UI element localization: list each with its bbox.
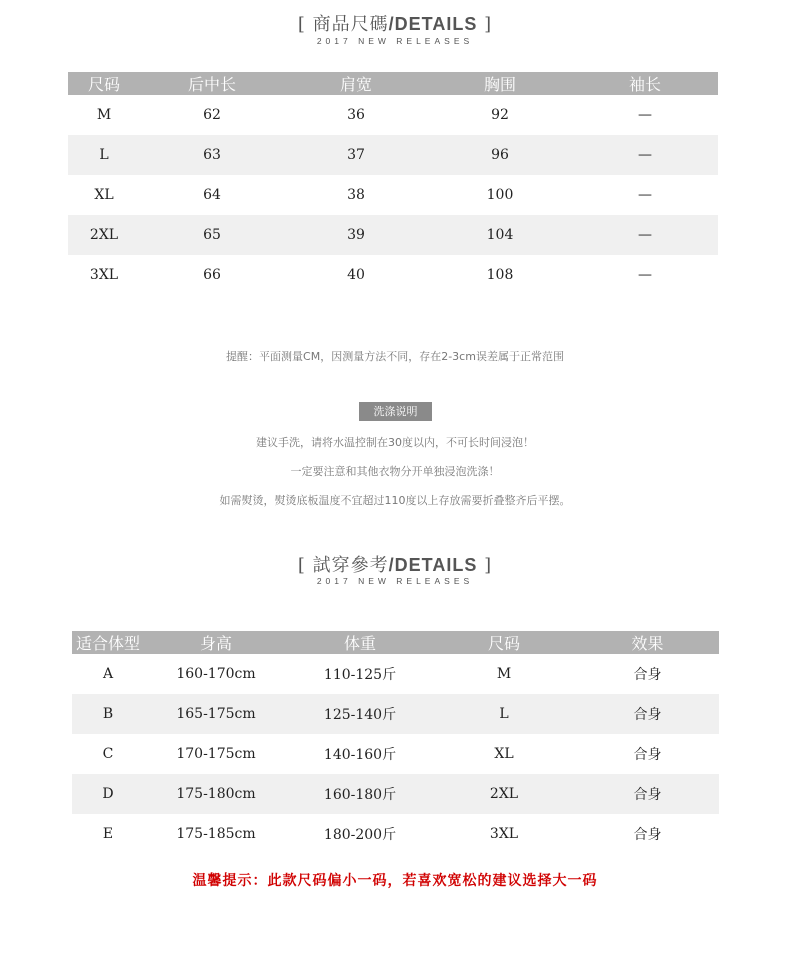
- table-row: [68, 175, 718, 215]
- cell: 92: [491, 107, 509, 123]
- cell: E: [102, 826, 114, 842]
- warm-tip: 温馨提示：此款尺码偏小一码，若喜欢宽松的建议选择大一码: [192, 873, 598, 889]
- size-section-subtitle: 2017 NEW RELEASES: [316, 36, 474, 46]
- table-row: [72, 774, 719, 814]
- bracket-right: ]: [484, 555, 493, 576]
- fit-table: [72, 631, 719, 854]
- cell: 175-185cm: [176, 826, 256, 842]
- cell: —: [572, 215, 718, 255]
- cell: —: [638, 267, 652, 283]
- wash-line-1: 建议手洗，请将水温控制在30度以内，不可长时间浸泡！: [256, 436, 534, 449]
- fit-header-effect: 效果: [576, 631, 719, 654]
- cell: 140-160斤: [323, 747, 397, 763]
- cell: 37: [284, 135, 428, 175]
- table-row: [68, 255, 718, 295]
- cell: 180-200斤: [323, 827, 397, 843]
- cell: 108: [486, 267, 514, 283]
- cell: 40: [347, 267, 365, 283]
- fit-header-weight: 体重: [288, 631, 432, 654]
- table-row: [68, 215, 718, 255]
- title-sep: /: [388, 14, 395, 34]
- cell: 合身: [633, 827, 662, 843]
- title-en: DETAILS: [394, 555, 478, 575]
- wash-line-3: 如需熨烫，熨烫底板温度不宜超过110度以上存放需要折叠整齐后平摆。: [219, 494, 571, 507]
- cell: 38: [347, 187, 365, 203]
- cell: 96: [428, 135, 572, 175]
- title-cn: 商品尺碼: [312, 14, 389, 35]
- size-header-sleeve: 袖长: [572, 72, 718, 95]
- cell: 65: [140, 215, 284, 255]
- cell: 合身: [633, 747, 662, 763]
- cell: 110-125斤: [323, 667, 397, 683]
- wash-badge: 洗涤说明: [359, 402, 432, 421]
- cell: 160-170cm: [176, 666, 256, 682]
- cell: —: [638, 187, 652, 203]
- fit-section-title: [0, 551, 790, 577]
- cell: 合身: [576, 694, 719, 734]
- table-row: [68, 95, 718, 135]
- size-section-title: [0, 10, 790, 36]
- title-cn: 試穿參考: [312, 555, 389, 576]
- cell: —: [638, 107, 652, 123]
- cell: 2XL: [432, 774, 576, 814]
- cell: 3XL: [489, 826, 519, 842]
- cell: 合身: [576, 774, 719, 814]
- cell: 64: [203, 187, 221, 203]
- cell: 2XL: [68, 215, 140, 255]
- cell: 104: [428, 215, 572, 255]
- cell: M: [496, 666, 512, 682]
- bracket-left: [: [297, 555, 306, 576]
- cell: 160-180斤: [288, 774, 432, 814]
- cell: XL: [94, 187, 114, 203]
- size-header-length: 后中长: [140, 72, 284, 95]
- cell: —: [572, 135, 718, 175]
- size-header-shoulder: 肩宽: [284, 72, 428, 95]
- cell: C: [102, 746, 114, 762]
- size-table-header: [68, 72, 718, 95]
- cell: 100: [486, 187, 514, 203]
- fit-section-subtitle: 2017 NEW RELEASES: [316, 576, 474, 586]
- table-row: [72, 694, 719, 734]
- cell: 合身: [633, 667, 662, 683]
- cell: 165-175cm: [144, 694, 288, 734]
- cell: 39: [284, 215, 428, 255]
- cell: 170-175cm: [176, 746, 256, 762]
- cell: B: [72, 694, 144, 734]
- table-row: [72, 734, 719, 774]
- cell: A: [102, 666, 114, 682]
- cell: M: [96, 107, 112, 123]
- cell: 175-180cm: [144, 774, 288, 814]
- size-header-chest: 胸围: [428, 72, 572, 95]
- measure-note: 提醒：平面测量CM，因测量方法不同，存在2-3cm误差属于正常范围: [226, 350, 564, 363]
- bracket-left: [: [297, 14, 306, 35]
- cell: D: [72, 774, 144, 814]
- cell: 62: [203, 107, 221, 123]
- cell: 66: [203, 267, 221, 283]
- wash-line-2: 一定要注意和其他衣物分开单独浸泡洗涤！: [290, 465, 500, 478]
- size-table: [68, 72, 718, 295]
- table-row: [72, 654, 719, 694]
- table-row: [68, 135, 718, 175]
- cell: L: [432, 694, 576, 734]
- cell: 36: [347, 107, 365, 123]
- cell: 3XL: [89, 267, 119, 283]
- fit-table-header: [72, 631, 719, 654]
- fit-header-size: 尺码: [432, 631, 576, 654]
- bracket-right: ]: [484, 14, 493, 35]
- title-sep: /: [388, 555, 395, 575]
- cell: 125-140斤: [288, 694, 432, 734]
- fit-header-body: 适合体型: [72, 631, 144, 654]
- fit-header-height: 身高: [144, 631, 288, 654]
- cell: 63: [140, 135, 284, 175]
- table-row: [72, 814, 719, 854]
- cell: XL: [494, 746, 514, 762]
- cell: L: [68, 135, 140, 175]
- size-header-size: 尺码: [68, 72, 140, 95]
- title-en: DETAILS: [394, 14, 478, 34]
